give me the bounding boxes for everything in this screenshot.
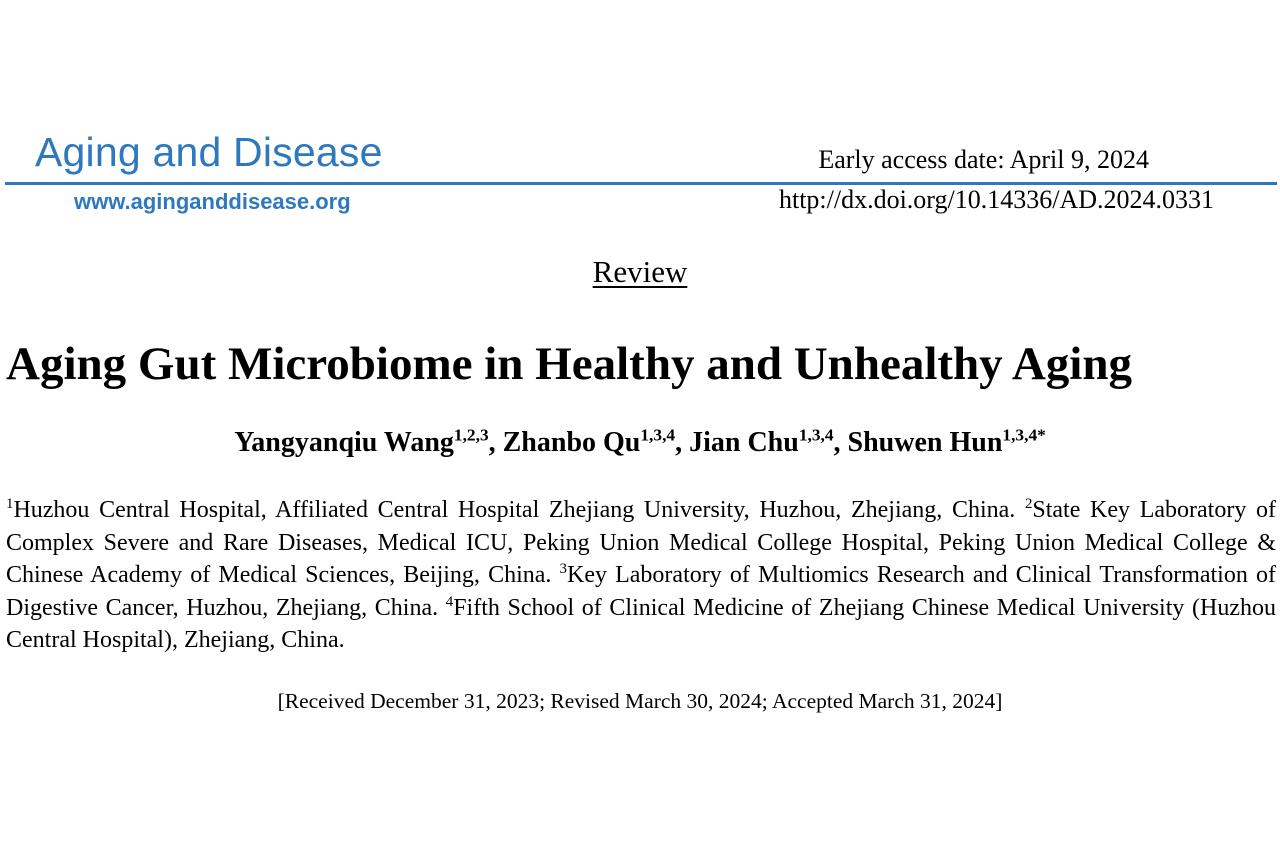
affiliation-number: 2 xyxy=(1024,496,1033,513)
affiliation-text: Fifth School of Clinical Medicine of Zhejiang Chinese Medical University (Huzhou Central Hospital), Zhejiang, China. xyxy=(6,594,1276,653)
affiliation-number: 3 xyxy=(559,561,567,578)
affiliation-text: Key Laboratory of Multiomics Research and Clinical Transformation of Digestive Cancer, Huzhou, Zhejiang, China. xyxy=(6,562,1276,621)
early-access-date: Early access date: April 9, 2024 xyxy=(818,145,1149,174)
author-name: Yangyanqiu Wang xyxy=(234,427,454,458)
author-name: Jian Chu xyxy=(689,427,799,458)
affiliation-number: 1 xyxy=(6,496,14,513)
affiliations-block xyxy=(6,494,1276,657)
doi-link[interactable]: http://dx.doi.org/10.14336/AD.2024.0331 xyxy=(778,185,1214,214)
article-title: Aging Gut Microbiome in Healthy and Unhealthy Aging xyxy=(6,338,1132,390)
author-separator: , xyxy=(675,427,690,458)
author-separator: , xyxy=(833,427,848,458)
affiliation-text: State Key Laboratory of Complex Severe and Rare Diseases, Medical ICU, Peking Union Medical College Hospital, Peking Union Medical College & Chinese Academy of Medical Sciences, Beijing, China. xyxy=(6,497,1276,588)
submission-dates: [Received December 31, 2023; Revised March 30, 2024; Accepted March 31, 2024] xyxy=(277,689,1003,713)
author-name: Zhanbo Qu xyxy=(502,427,641,458)
journal-name: Aging and Disease xyxy=(35,129,383,175)
affiliation-text: Huzhou Central Hospital, Affiliated Central Hospital Zhejiang University, Huzhou, Zhejiang, China. xyxy=(13,497,1025,523)
author-affiliation-marks: 1,3,4* xyxy=(1002,425,1046,445)
journal-url[interactable]: www.aginganddisease.org xyxy=(74,189,351,214)
author-affiliation-marks: 1,3,4 xyxy=(640,425,676,445)
author-list xyxy=(0,424,1280,462)
author-affiliation-marks: 1,2,3 xyxy=(453,425,489,445)
author-separator: , xyxy=(488,427,503,458)
article-type-label: Review xyxy=(592,254,688,289)
affiliation-number: 4 xyxy=(445,593,454,610)
author-name: Shuwen Hun xyxy=(847,427,1003,458)
article-type xyxy=(0,253,1280,291)
author-affiliation-marks: 1,3,4 xyxy=(798,425,834,445)
